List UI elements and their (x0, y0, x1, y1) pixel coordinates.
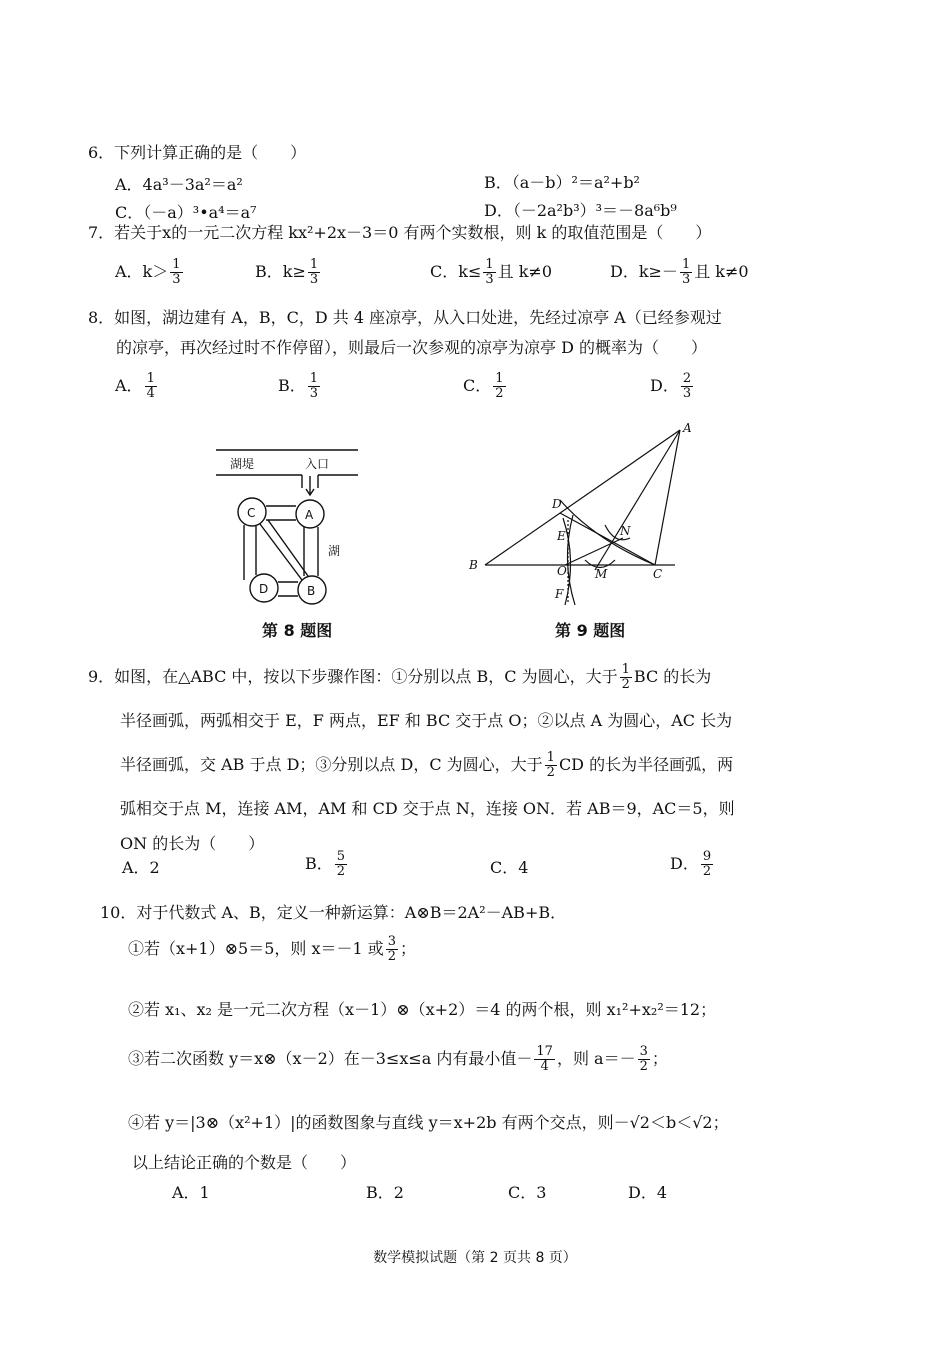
q8-d-num: 2 (682, 371, 692, 386)
figure-8-caption: 第 8 题图 (262, 621, 333, 640)
q8-a-den: 4 (146, 386, 155, 401)
q9-line-3-fraction (545, 751, 557, 780)
q8-c-fraction (493, 372, 505, 401)
q9-b-den: 2 (336, 864, 346, 879)
q9-d-num: 9 (702, 849, 712, 864)
q8-c-num: 1 (495, 371, 504, 386)
q8-a-prefix: A． (115, 376, 143, 395)
q10-s1b: ； (400, 939, 417, 958)
q9-line-1-den: 2 (621, 677, 630, 692)
arc-from-a (560, 500, 655, 565)
q10-s3-fraction-1 (534, 1045, 555, 1074)
q10-s3-den2: 2 (639, 1059, 648, 1074)
q10-statement-5: 以上结论正确的个数是（ ） (132, 1153, 357, 1172)
q10-statement-2: ②若 x₁、x₂ 是一元二次方程（x－1）⊗（x+2）＝4 的两个根，则 x₁²+x₂²＝12； (128, 1000, 717, 1019)
fig9-point-e: E (557, 529, 566, 543)
path-c-a (266, 506, 296, 520)
fig9-point-o: O (557, 564, 567, 578)
q9-line-3a: 半径画弧，交 AB 于点 D；③分别以点 D，C 为圆心，大于 (120, 755, 543, 774)
q8-option-d (650, 372, 695, 401)
q10-statement-1 (128, 935, 416, 964)
q10-s1-den: 2 (387, 949, 397, 964)
q8-c-den: 2 (495, 386, 504, 401)
q8-b-prefix: B． (278, 376, 306, 395)
q7-option-b (255, 258, 322, 287)
q10-s3a: ③若二次函数 y＝x⊗（x－2）在－3≤x≤a 内有最小值－ (128, 1049, 533, 1068)
q9-option-a: A．2 (122, 858, 160, 877)
q9-line-3-den: 2 (546, 765, 555, 780)
fig8-lake-label: 湖 (328, 544, 341, 558)
q10-s3b: ，则 a＝－ (556, 1049, 636, 1068)
q7-b-num: 1 (309, 257, 319, 272)
q7-option-c (430, 258, 552, 287)
q7-a-prefix: A．k＞ (115, 262, 169, 281)
q8-option-c (463, 372, 508, 401)
q9-b-fraction (335, 850, 347, 879)
q10-s3c: ； (651, 1049, 668, 1068)
q9-line-1b: BC 的长为 (633, 667, 712, 686)
q10-s3-den: 4 (540, 1059, 549, 1074)
q8-option-a (115, 372, 159, 401)
q10-s3-num: 17 (536, 1044, 553, 1059)
q9-d-prefix: D． (670, 854, 699, 873)
q7-b-den: 3 (309, 272, 319, 287)
q8-d-prefix: D． (650, 376, 679, 395)
q8-d-den: 3 (682, 386, 692, 401)
figure-8-lake-diagram (210, 440, 380, 615)
q10-s3-fraction-2 (638, 1045, 650, 1074)
q7-d-prefix: D．k≥－ (610, 262, 678, 281)
q9-line-1-num: 1 (621, 662, 630, 677)
question-9 (88, 655, 830, 857)
q7-a-fraction (170, 258, 182, 287)
q8-d-fraction (681, 372, 693, 401)
q9-line-3 (88, 743, 830, 787)
q9-line-3-num: 1 (546, 750, 555, 765)
fig8-node-d: D (259, 582, 269, 596)
fig8-node-c: C (247, 506, 256, 520)
q9-line-2: 半径画弧，两弧相交于 E，F 两点，EF 和 BC 交于点 O；②以点 A 为圆心，AC 长为 (120, 711, 733, 730)
path-c-d (244, 525, 256, 580)
q10-option-a: A．1 (172, 1183, 210, 1202)
question-7 (88, 218, 830, 248)
segment-cd (560, 513, 655, 565)
q10-s3-num2: 3 (639, 1044, 648, 1059)
page-footer: 数学模拟试题（第 2 页共 8 页） (373, 1250, 577, 1266)
q7-c-fraction (483, 258, 495, 287)
q7-b-prefix: B．k≥ (255, 262, 306, 281)
q8-b-fraction (308, 372, 320, 401)
q7-stem: 7．若关于x的一元二次方程 kx²+2x－3＝0 有两个实数根，则 k 的取值范围是（ ） (88, 223, 712, 242)
fig9-point-f: F (555, 587, 564, 601)
q8-c-prefix: C． (463, 376, 492, 395)
q9-option-b (305, 850, 349, 879)
entrance-arrow (306, 476, 314, 495)
q6-option-a: A．4a³－3a²＝a² (115, 175, 243, 194)
q10-s1-fraction (386, 935, 398, 964)
q8-a-num: 1 (146, 371, 155, 386)
question-8 (88, 303, 830, 363)
q7-b-fraction (308, 258, 320, 287)
side-ab (485, 430, 680, 565)
q8-option-b (278, 372, 322, 401)
q10-statement-3 (128, 1045, 668, 1074)
q7-option-a (115, 258, 185, 287)
q9-line-1 (88, 655, 830, 699)
q9-b-prefix: B． (305, 854, 333, 873)
q10-option-b: B．2 (366, 1183, 404, 1202)
q7-c-num: 1 (485, 257, 494, 272)
q8-line-2: 的凉亭，再次经过时不作停留），则最后一次参观的凉亭为凉亭 D 的概率为（ ） (116, 338, 708, 357)
q10-option-d: D．4 (628, 1183, 668, 1202)
fig8-entrance-label: 入口 (305, 457, 330, 471)
q9-b-num: 5 (336, 849, 346, 864)
path-a-b (304, 527, 318, 576)
q8-b-den: 3 (309, 386, 319, 401)
q7-c-prefix: C．k≤ (430, 262, 482, 281)
q9-line-5: ON 的长为（ ） (120, 834, 265, 853)
q9-option-c: C．4 (490, 858, 529, 877)
question-10 (100, 898, 830, 928)
q9-option-d (670, 850, 715, 879)
q7-d-num: 1 (681, 257, 691, 272)
q7-c-suffix: 且 k≠0 (497, 262, 553, 281)
q7-c-den: 3 (485, 272, 494, 287)
q7-option-d (610, 258, 749, 287)
q6-option-c: C．（－a）³•a⁴＝a⁷ (115, 203, 257, 222)
fig8-dike-label: 湖堤 (230, 457, 255, 471)
q10-statement-4: ④若 y＝|3⊗（x²+1）|的函数图象与直线 y＝x+2b 有两个交点，则－√2＜b＜√2； (128, 1113, 729, 1132)
q10-s1a: ①若（x+1）⊗5＝5，则 x＝－1 或 (128, 939, 384, 958)
fig9-point-a: A (683, 421, 692, 435)
fig9-point-n: N (620, 524, 631, 538)
q7-d-suffix: 且 k≠0 (694, 262, 749, 281)
q10-s1-num: 3 (387, 934, 397, 949)
figure-9-triangle-construction (465, 420, 700, 610)
q8-b-num: 1 (309, 371, 319, 386)
q10-stem: 10．对于代数式 A、B，定义一种新运算：A⊗B＝2A²－AB+B． (100, 903, 567, 922)
fig9-point-d: D (552, 497, 562, 511)
q10-option-c: C．3 (508, 1183, 547, 1202)
figure-9-caption: 第 9 题图 (555, 621, 626, 640)
q6-option-b: B．（a－b）²＝a²+b² (484, 173, 640, 192)
q7-a-den: 3 (172, 272, 181, 287)
fig9-point-m: M (595, 567, 608, 581)
q7-d-den: 3 (681, 272, 691, 287)
q9-line-4: 弧相交于点 M，连接 AM，AM 和 CD 交于点 N，连接 ON．若 AB＝9，AC＝5，则 (120, 799, 735, 818)
q6-option-d: D．（－2a²b³）³＝－8a⁶b⁹ (484, 201, 677, 220)
q9-line-1-fraction (620, 663, 632, 692)
fig8-node-a: A (305, 508, 314, 522)
q9-line-1a: 9．如图，在△ABC 中，按以下步骤作图：①分别以点 B，C 为圆心，大于 (88, 667, 618, 686)
q9-d-den: 2 (702, 864, 712, 879)
q8-line-1: 8．如图，湖边建有 A，B，C，D 共 4 座凉亭，从入口处进，先经过凉亭 A（已经参观过 (88, 308, 722, 327)
path-d-b (278, 582, 298, 596)
q7-a-num: 1 (172, 257, 181, 272)
q8-a-fraction (145, 372, 157, 401)
q7-d-fraction (680, 258, 692, 287)
q6-stem: 6．下列计算正确的是（ ） (88, 143, 307, 162)
q9-line-3b: CD 的长为半径画弧，两 (558, 755, 734, 774)
fig8-node-b: B (307, 584, 316, 598)
fig9-point-c: C (653, 567, 663, 581)
fig9-point-b: B (469, 558, 478, 572)
question-6 (88, 138, 830, 168)
q9-d-fraction (701, 850, 713, 879)
path-c-b-diagonal (260, 520, 308, 580)
